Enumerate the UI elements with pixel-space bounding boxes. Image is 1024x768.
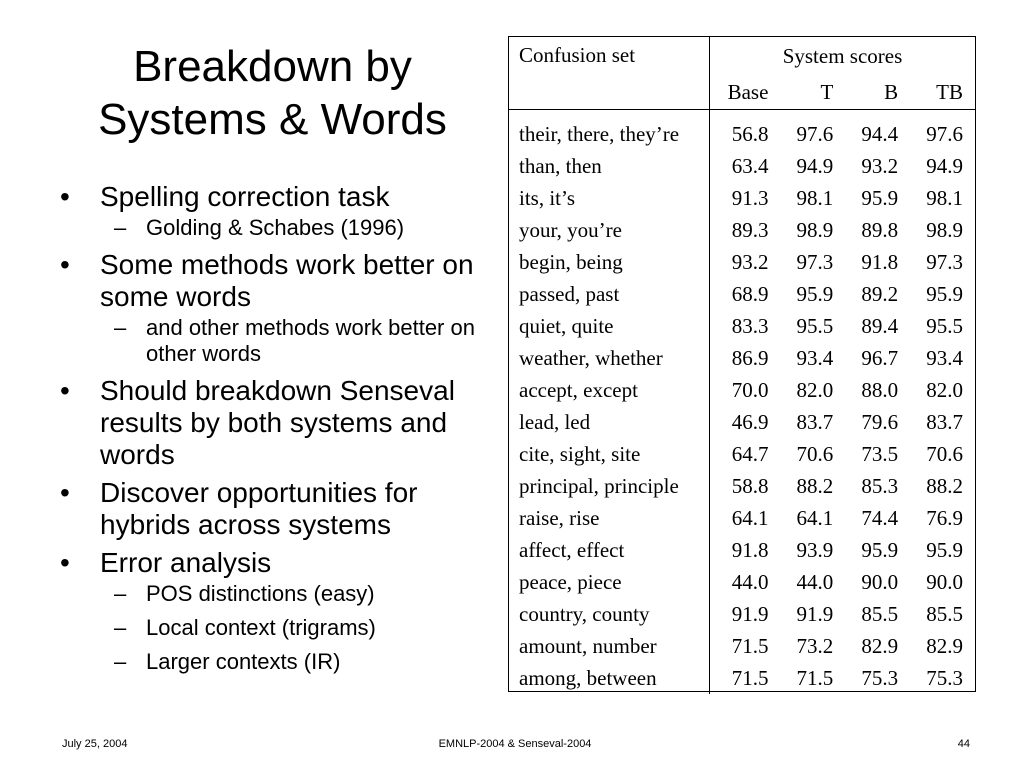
table-row bbox=[509, 374, 975, 406]
score-cell: 97.3 bbox=[796, 249, 834, 274]
score-cell: 70.6 bbox=[926, 441, 963, 466]
sub-bullet-text: POS distinctions (easy) bbox=[146, 581, 375, 606]
confusion-set-cell: your, you’re bbox=[509, 214, 710, 246]
score-cell: 89.8 bbox=[861, 217, 899, 242]
score-cell: 95.9 bbox=[926, 281, 963, 306]
score-cell: 64.1 bbox=[796, 505, 834, 530]
sub-bullet-item bbox=[100, 315, 500, 367]
scores-table-frame bbox=[508, 36, 976, 692]
score-cell: 70.6 bbox=[796, 441, 834, 466]
confusion-set-cell: amount, number bbox=[509, 630, 710, 662]
bullet-text: Spelling correction task bbox=[100, 181, 390, 212]
sub-bullet-text: and other methods work better on other words bbox=[146, 315, 475, 366]
column-header-base: Base bbox=[727, 79, 769, 104]
score-cell: 93.4 bbox=[796, 345, 834, 370]
score-cell: 56.8 bbox=[731, 121, 769, 146]
score-cell: 93.2 bbox=[861, 153, 899, 178]
score-cell: 85.5 bbox=[861, 601, 899, 626]
score-cell: 97.6 bbox=[796, 121, 834, 146]
table-row bbox=[509, 278, 975, 310]
score-cell: 79.6 bbox=[861, 409, 899, 434]
table-row bbox=[509, 470, 975, 502]
sub-bullet-text: Larger contexts (IR) bbox=[146, 649, 341, 674]
score-cell: 93.2 bbox=[731, 249, 769, 274]
score-cell: 88.2 bbox=[796, 473, 834, 498]
score-cell: 82.9 bbox=[861, 633, 899, 658]
score-cell: 94.9 bbox=[796, 153, 834, 178]
score-cell: 91.3 bbox=[731, 185, 769, 210]
bullet-text: Error analysis bbox=[100, 547, 272, 578]
confusion-set-cell: affect, effect bbox=[509, 534, 710, 566]
table-row bbox=[509, 662, 975, 694]
confusion-set-cell: than, then bbox=[509, 150, 710, 182]
bullet-item bbox=[60, 375, 500, 471]
bullet-text: Some methods work better on some words bbox=[100, 249, 474, 312]
bullet-list bbox=[60, 181, 500, 683]
score-cell: 95.9 bbox=[861, 537, 899, 562]
table-row bbox=[509, 342, 975, 374]
score-cell: 91.9 bbox=[796, 601, 834, 626]
sub-bullet-dash: – bbox=[114, 615, 127, 640]
score-cell: 94.4 bbox=[861, 121, 899, 146]
score-cell: 89.2 bbox=[861, 281, 899, 306]
score-cell: 64.7 bbox=[731, 441, 769, 466]
bullet-dot: • bbox=[60, 375, 70, 406]
score-cell: 75.3 bbox=[926, 665, 963, 690]
bullet-item bbox=[60, 547, 500, 675]
confusion-set-cell: passed, past bbox=[509, 278, 710, 310]
bullet-item bbox=[60, 477, 500, 541]
title-line-2: Systems & Words bbox=[98, 95, 447, 144]
confusion-set-cell: cite, sight, site bbox=[509, 438, 710, 470]
score-cell: 94.9 bbox=[926, 153, 963, 178]
bullet-dot: • bbox=[60, 547, 70, 578]
score-cell: 90.0 bbox=[926, 569, 963, 594]
score-cell: 88.2 bbox=[926, 473, 963, 498]
score-cell: 83.7 bbox=[926, 409, 963, 434]
column-header-tb: TB bbox=[936, 79, 963, 104]
score-cell: 73.5 bbox=[861, 441, 899, 466]
score-cell: 82.9 bbox=[926, 633, 963, 658]
score-cell: 85.5 bbox=[926, 601, 963, 626]
confusion-set-cell: accept, except bbox=[509, 374, 710, 406]
sub-bullet-dash: – bbox=[114, 649, 127, 674]
sub-bullet-item bbox=[100, 615, 500, 641]
score-cell: 64.1 bbox=[731, 505, 769, 530]
score-cell: 44.0 bbox=[731, 569, 769, 594]
score-cell: 75.3 bbox=[861, 665, 899, 690]
bullet-item bbox=[60, 249, 500, 367]
score-cell: 95.9 bbox=[926, 537, 963, 562]
score-cell: 70.0 bbox=[731, 377, 769, 402]
score-cell: 98.1 bbox=[926, 185, 963, 210]
confusion-set-cell: principal, principle bbox=[509, 470, 710, 502]
column-header-b: B bbox=[884, 79, 899, 104]
score-cell: 95.5 bbox=[926, 313, 963, 338]
footer-conference: EMNLP-2004 & Senseval-2004 bbox=[438, 738, 592, 750]
table-row bbox=[509, 534, 975, 566]
confusion-set-cell: their, there, they’re bbox=[509, 118, 710, 150]
table-row bbox=[509, 214, 975, 246]
bullet-dot: • bbox=[60, 249, 70, 280]
confusion-set-cell: raise, rise bbox=[509, 502, 710, 534]
score-cell: 71.5 bbox=[731, 665, 769, 690]
table-row bbox=[509, 150, 975, 182]
sub-bullet-item bbox=[100, 581, 500, 607]
score-cell: 46.9 bbox=[731, 409, 769, 434]
score-cell: 44.0 bbox=[796, 569, 834, 594]
footer-page-number: 44 bbox=[957, 738, 970, 750]
table-row bbox=[509, 406, 975, 438]
sub-bullet-list bbox=[100, 215, 500, 241]
score-cell: 83.3 bbox=[731, 313, 769, 338]
score-cell: 91.9 bbox=[731, 601, 769, 626]
sub-bullet-text: Local context (trigrams) bbox=[146, 615, 376, 640]
confusion-set-cell: peace, piece bbox=[509, 566, 710, 598]
bullet-text: Discover opportunities for hybrids across systems bbox=[100, 477, 418, 540]
score-cell: 93.9 bbox=[796, 537, 834, 562]
slide-title bbox=[40, 40, 505, 146]
bullet-dot: • bbox=[60, 181, 70, 212]
score-cell: 93.4 bbox=[926, 345, 963, 370]
sub-bullet-item bbox=[100, 215, 500, 241]
score-cell: 97.3 bbox=[926, 249, 963, 274]
table-row bbox=[509, 182, 975, 214]
table-body bbox=[509, 110, 975, 695]
score-cell: 68.9 bbox=[731, 281, 769, 306]
score-cell: 82.0 bbox=[796, 377, 834, 402]
score-cell: 98.1 bbox=[796, 185, 834, 210]
score-cell: 82.0 bbox=[926, 377, 963, 402]
score-cell: 73.2 bbox=[796, 633, 834, 658]
bullet-dot: • bbox=[60, 477, 70, 508]
score-cell: 89.3 bbox=[731, 217, 769, 242]
sub-bullet-dash: – bbox=[114, 215, 127, 240]
confusion-set-cell: weather, whether bbox=[509, 342, 710, 374]
score-cell: 91.8 bbox=[861, 249, 899, 274]
score-cell: 98.9 bbox=[926, 217, 963, 242]
confusion-set-header: Confusion set bbox=[509, 37, 710, 110]
bullet-item bbox=[60, 181, 500, 241]
table-row bbox=[509, 502, 975, 534]
score-cell: 88.0 bbox=[861, 377, 899, 402]
score-cell: 71.5 bbox=[731, 633, 769, 658]
score-cell: 98.9 bbox=[796, 217, 834, 242]
score-cell: 91.8 bbox=[731, 537, 769, 562]
confusion-set-cell: country, county bbox=[509, 598, 710, 630]
table-row bbox=[509, 118, 975, 150]
score-cell: 76.9 bbox=[926, 505, 963, 530]
sub-bullet-dash: – bbox=[114, 581, 127, 606]
confusion-set-cell: lead, led bbox=[509, 406, 710, 438]
sub-bullet-item bbox=[100, 649, 500, 675]
table-row bbox=[509, 438, 975, 470]
score-cell: 90.0 bbox=[861, 569, 899, 594]
sub-bullet-dash: – bbox=[114, 315, 127, 340]
sub-bullet-list bbox=[100, 581, 500, 675]
sub-bullet-text: Golding & Schabes (1996) bbox=[146, 215, 405, 240]
title-line-1: Breakdown by bbox=[133, 42, 412, 91]
table-row bbox=[509, 310, 975, 342]
table-row bbox=[509, 246, 975, 278]
score-cell: 95.9 bbox=[861, 185, 899, 210]
score-cell: 63.4 bbox=[731, 153, 769, 178]
score-cell: 97.6 bbox=[926, 121, 963, 146]
system-scores-header: System scores bbox=[782, 43, 903, 68]
bullet-text: Should breakdown Senseval results by both systems and words bbox=[100, 375, 455, 470]
table-row bbox=[509, 630, 975, 662]
table-row bbox=[509, 566, 975, 598]
column-header-t: T bbox=[820, 79, 834, 104]
score-cell: 74.4 bbox=[861, 505, 899, 530]
score-cell: 96.7 bbox=[861, 345, 899, 370]
confusion-set-cell: quiet, quite bbox=[509, 310, 710, 342]
score-cell: 86.9 bbox=[731, 345, 769, 370]
scores-table bbox=[509, 37, 975, 694]
score-cell: 85.3 bbox=[861, 473, 899, 498]
score-cell: 95.9 bbox=[796, 281, 834, 306]
confusion-set-cell: its, it’s bbox=[509, 182, 710, 214]
score-cell: 95.5 bbox=[796, 313, 834, 338]
sub-bullet-list bbox=[100, 315, 500, 367]
score-cell: 89.4 bbox=[861, 313, 899, 338]
confusion-set-cell: begin, being bbox=[509, 246, 710, 278]
table-row bbox=[509, 598, 975, 630]
confusion-set-cell: among, between bbox=[509, 662, 710, 694]
score-cell: 83.7 bbox=[796, 409, 834, 434]
score-cell: 58.8 bbox=[731, 473, 769, 498]
footer-date: July 25, 2004 bbox=[62, 738, 128, 750]
score-cell: 71.5 bbox=[796, 665, 834, 690]
